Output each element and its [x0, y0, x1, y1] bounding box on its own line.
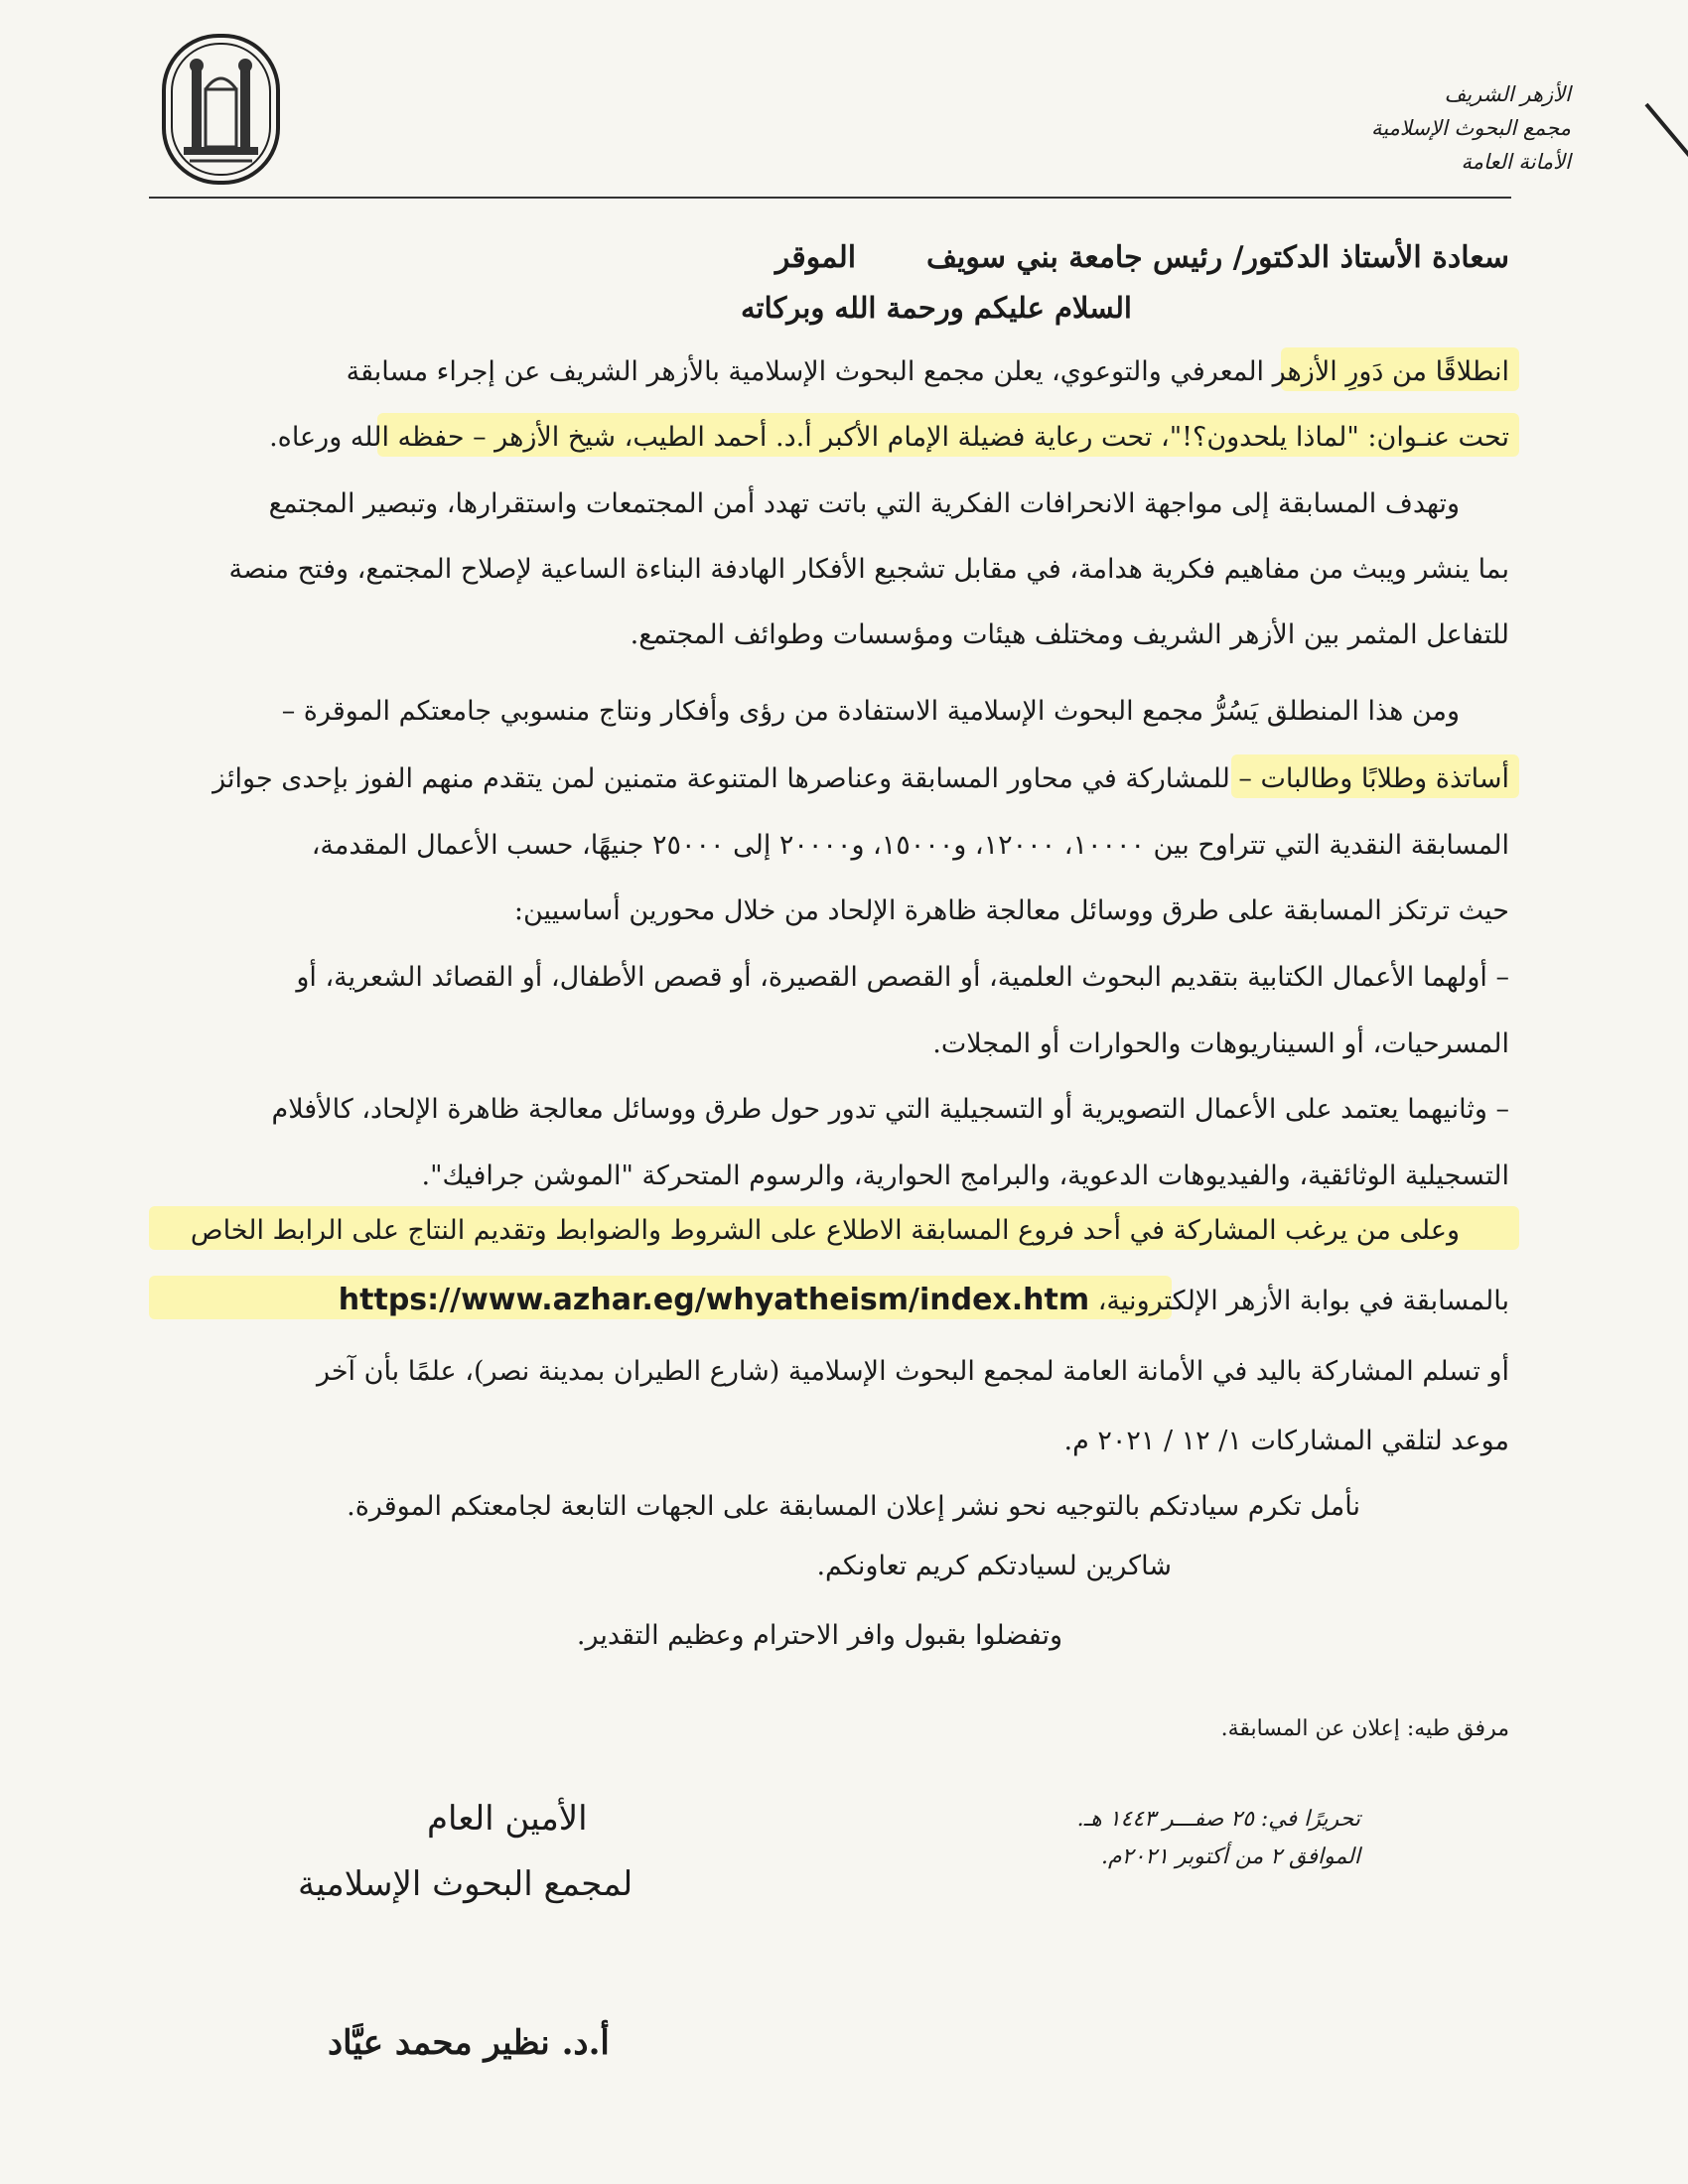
- body-line: المسابقة النقدية التي تتراوح بين ١٠٠٠٠، ١٢٠٠٠، و١٥٠٠٠، و٢٠٠٠٠ إلى ٢٥٠٠٠ جنيهًا، حسب الأعمال المقدمة،: [311, 830, 1509, 861]
- greeting: السلام عليكم ورحمة الله وبركاته: [740, 291, 1132, 325]
- signatory-name: أ.د. نظير محمد عيَّاد: [328, 2023, 610, 2063]
- date-gregorian: الموافق ٢ من أكتوبر ٢٠٢١م.: [1101, 1844, 1360, 1869]
- addressee-honorific: الموقر: [774, 240, 857, 275]
- list-item-continuation: التسجيلية الوثائقية، والفيديوهات الدعوية، والبرامج الحوارية، والرسوم المتحركة "الموشن جرافيك".: [421, 1160, 1509, 1191]
- body-line: بما ينشر ويبث من مفاهيم فكرية هدامة، في مقابل تشجيع الأفكار الهادفة البناءة الساعية لإصلاح المجتمع، وفتح منصة: [228, 554, 1509, 585]
- body-line: ومن هذا المنطلق يَسُرُّ مجمع البحوث الإسلامية الاستفادة من رؤى وأفكار ونتاج منسوبي جامعتكم الموقرة –: [281, 696, 1460, 727]
- body-line: تحت عنـوان: "لماذا يلحدون؟!"، تحت رعاية فضيلة الإمام الأكبر أ.د. أحمد الطيب، شيخ الأزهر – حفظه الله ورعاه.: [269, 422, 1509, 453]
- pen-stroke-mark: [1644, 103, 1688, 197]
- body-line: للتفاعل المثمر بين الأزهر الشريف ومختلف هيئات ومؤسسات وطوائف المجتمع.: [630, 619, 1509, 650]
- addressee: سعادة الأستاذ الدكتور/ رئيس جامعة بني سويف: [925, 240, 1509, 275]
- body-line-with-link: [149, 1281, 1509, 1321]
- submission-link[interactable]: https://www.azhar.eg/whyatheism/index.htm: [338, 1283, 1090, 1317]
- closing-line: وتفضلوا بقبول وافر الاحترام وعظيم التقدير.: [576, 1620, 1062, 1651]
- org-department: مجمع البحوث الإسلامية: [1371, 116, 1571, 140]
- list-item-continuation: المسرحيات، أو السيناريوهات والحوارات أو المجلات.: [932, 1028, 1509, 1059]
- body-line: شاكرين لسيادتكم كريم تعاونكم.: [816, 1551, 1172, 1581]
- organization-header: [1213, 77, 1571, 179]
- body-line: موعد لتلقي المشاركات ١/ ١٢ / ٢٠٢١ م.: [1063, 1426, 1509, 1456]
- body-line: أساتذة وطلابًا وطالبات – للمشاركة في محاور المسابقة وعناصرها المتنوعة متمنين لمن يتقدم منهم الفوز بإحدى جوائز: [212, 763, 1509, 794]
- body-line: انطلاقًا من دَورِ الأزهر المعرفي والتوعوي، يعلن مجمع البحوث الإسلامية بالأزهر الشريف عن إجراء مسابقة: [346, 356, 1509, 387]
- body-line: أو تسلم المشاركة باليد في الأمانة العامة لمجمع البحوث الإسلامية (شارع الطيران بمدينة نصر)، علمًا بأن آخر: [316, 1356, 1509, 1387]
- body-line: بالمسابقة في بوابة الأزهر الإلكترونية،: [1097, 1286, 1509, 1316]
- body-line: نأمل تكرم سيادتكم بالتوجيه نحو نشر إعلان المسابقة على الجهات التابعة لجامعتكم الموقرة.: [347, 1491, 1360, 1522]
- header-divider: [149, 197, 1511, 199]
- list-item: – أولهما الأعمال الكتابية بتقديم البحوث العلمية، أو القصص القصيرة، أو قصص الأطفال، أو القصائد الشعرية، أو: [296, 962, 1509, 993]
- org-name: الأزهر الشريف: [1444, 82, 1571, 106]
- attachment-note: مرفق طيه: إعلان عن المسابقة.: [1220, 1716, 1509, 1741]
- signatory-title: الأمين العام: [427, 1799, 588, 1839]
- azhar-logo: [154, 30, 288, 189]
- org-office: الأمانة العامة: [1461, 150, 1571, 174]
- body-line: وعلى من يرغب المشاركة في أحد فروع المسابقة الاطلاع على الشروط والضوابط وتقديم النتاج على الرابط الخاص: [190, 1215, 1460, 1246]
- addressee-line: [149, 238, 1509, 278]
- list-item: – وثانيهما يعتمد على الأعمال التصويرية أو التسجيلية التي تدور حول طرق ووسائل معالجة ظاهرة الإلحاد، كالأفلام: [271, 1094, 1509, 1125]
- body-line: حيث ترتكز المسابقة على طرق ووسائل معالجة ظاهرة الإلحاد من خلال محورين أساسيين:: [513, 895, 1509, 926]
- body-line: وتهدف المسابقة إلى مواجهة الانحرافات الفكرية التي باتت تهدد أمن المجتمعات واستقرارها، وتبصير المجتمع: [268, 488, 1460, 519]
- signatory-organization: لمجمع البحوث الإسلامية: [298, 1864, 633, 1904]
- date-hijri: تحريرًا في: ٢٥ صفـــر ١٤٤٣ هـ.: [1076, 1807, 1360, 1832]
